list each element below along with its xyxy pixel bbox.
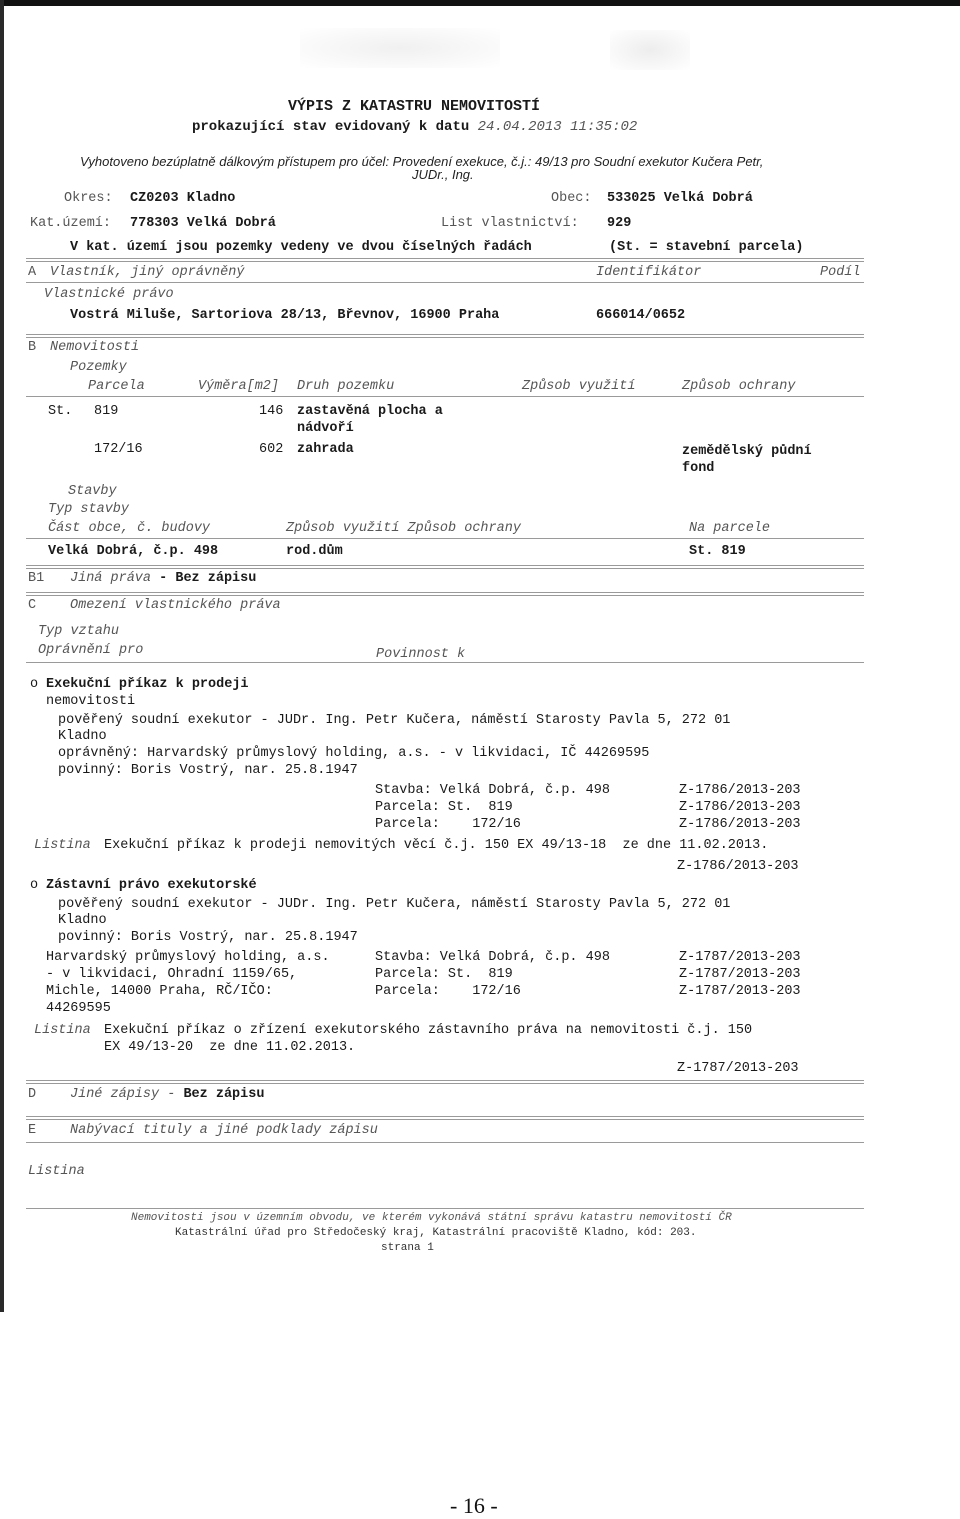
c1-listina-code: Z-1786/2013-203: [677, 859, 799, 874]
c2-left-3: Michle, 14000 Praha, RČ/IČO:: [46, 984, 273, 999]
col-vyuziti-ochrana: Způsob využití Způsob ochrany: [286, 521, 521, 536]
section-e-title: Nabývací tituly a jiné podklady zápisu: [70, 1123, 378, 1138]
c1-line-4: povinný: Boris Vostrý, nar. 25.8.1947: [58, 763, 358, 778]
section-e-letter: E: [28, 1123, 37, 1138]
footer-divider: [26, 1208, 864, 1209]
divider-c-header: [26, 662, 864, 663]
divider-c: [26, 592, 864, 596]
c2-listina-code: Z-1787/2013-203: [677, 1061, 799, 1076]
parcel-1-prefix: St.: [48, 404, 73, 419]
parcel-1-number: 819: [94, 404, 119, 419]
c2-listina-label: Listina: [34, 1023, 91, 1038]
col-na-parcele: Na parcele: [689, 521, 771, 536]
c2-listina-text: Exekuční příkaz o zřízení exekutorského zástavního práva na nemovitosti č.j. 150: [104, 1023, 753, 1038]
c1-listina-label: Listina: [34, 838, 91, 853]
subtitle-prefix: prokazující stav evidovaný k datu: [192, 119, 470, 135]
divider-b-header: [26, 396, 864, 397]
owner-identifier: 666014/0652: [596, 308, 686, 323]
c2-line-1: pověřený soudní exekutor - JUDr. Ing. Petr Kučera, náměstí Starosty Pavla 5, 272 01: [58, 897, 731, 912]
page-number: - 16 -: [450, 1493, 498, 1518]
parcel-2-druh: zahrada: [297, 442, 354, 457]
c2-ref-2-code: Z-1787/2013-203: [679, 967, 801, 982]
document-title: VÝPIS Z KATASTRU NEMOVITOSTÍ: [288, 98, 541, 115]
c1-ref-1-code: Z-1786/2013-203: [679, 783, 801, 798]
parcel-2-ochrana-2: fond: [682, 461, 715, 476]
section-b-title: Nemovitosti: [50, 340, 140, 355]
parcel-1-area: 146: [259, 404, 284, 419]
okres-label: Okres:: [64, 191, 113, 206]
section-a-letter: A: [28, 265, 37, 280]
divider-a: [26, 258, 864, 262]
c2-ref-3-obj: Parcela: 172/16: [375, 984, 521, 999]
section-a-subtitle: Vlastnické právo: [44, 287, 174, 302]
c1-bullet: o: [30, 677, 39, 692]
scan-top-border: [0, 0, 960, 6]
section-b-letter: B: [28, 340, 37, 355]
opravneni-pro-label: Oprávnění pro: [38, 643, 144, 658]
section-d-title: Jiné zápisy: [70, 1087, 160, 1102]
c1-title: Exekuční příkaz k prodeji: [46, 677, 249, 692]
povinnost-k-label: Povinnost k: [376, 647, 466, 662]
section-c-letter: C: [28, 598, 37, 613]
typ-vztahu-label: Typ vztahu: [38, 624, 120, 639]
section-d-letter: D: [28, 1087, 37, 1102]
section-a-title: Vlastník, jiný oprávněný: [50, 265, 245, 280]
c1-listina-text: Exekuční příkaz k prodeji nemovitých věcí č.j. 150 EX 49/13-18 ze dne 11.02.2013.: [104, 838, 769, 853]
building-use: rod.dům: [286, 544, 343, 559]
c2-left-4: 44269595: [46, 1001, 111, 1016]
lv-label: List vlastnictví:: [441, 216, 579, 231]
c1-ref-3-code: Z-1786/2013-203: [679, 817, 801, 832]
section-d-dash: -: [167, 1087, 176, 1102]
footer-page: strana 1: [381, 1242, 434, 1254]
section-b1-dash: -: [159, 571, 168, 586]
lv-value: 929: [607, 216, 632, 231]
parcel-2-area: 602: [259, 442, 284, 457]
section-c-title: Omezení vlastnického práva: [70, 598, 281, 613]
c2-line-3: povinný: Boris Vostrý, nar. 25.8.1947: [58, 930, 358, 945]
footer-line-1: Nemovitosti jsou v územním obvodu, ve kterém vykonává státní správu katastru nemovitostí ČR: [131, 1212, 732, 1224]
obec-value: 533025 Velká Dobrá: [607, 191, 753, 206]
divider-b: [26, 334, 864, 338]
divider-e: [26, 1116, 864, 1120]
c2-ref-1-code: Z-1787/2013-203: [679, 950, 801, 965]
c2-bullet: o: [30, 878, 39, 893]
section-d-line: [70, 1086, 264, 1103]
c1-ref-3-obj: Parcela: 172/16: [375, 817, 521, 832]
c2-ref-1-obj: Stavba: Velká Dobrá, č.p. 498: [375, 950, 610, 965]
c2-line-2: Kladno: [58, 913, 107, 928]
section-b1-value: Bez zápisu: [175, 571, 257, 586]
section-b1-title: Jiná práva: [70, 571, 152, 586]
col-vyuziti: Způsob využití: [522, 379, 636, 394]
col-vymera: Výměra[m2]: [198, 379, 280, 394]
c2-title: Zástavní právo exekutorské: [46, 878, 257, 893]
building-parcel: St. 819: [689, 544, 746, 559]
c1-line-3: oprávněný: Harvardský průmyslový holding, a.s. - v likvidaci, IČ 44269595: [58, 746, 650, 761]
purpose-line-2: JUDr., Ing.: [412, 167, 474, 182]
pozemky-label: Pozemky: [70, 360, 127, 375]
parcel-series-note: V kat. území jsou pozemky vedeny ve dvou číselných řadách: [70, 240, 532, 255]
podil-header: Podíl: [820, 265, 861, 280]
c1-line-2: Kladno: [58, 729, 107, 744]
scan-smudge-right: [610, 30, 690, 70]
subtitle-datetime: 24.04.2013 11:35:02: [477, 119, 638, 135]
divider-stavby-header: [26, 538, 864, 539]
c1-ref-1-obj: Stavba: Velká Dobrá, č.p. 498: [375, 783, 610, 798]
col-druh: Druh pozemku: [297, 379, 395, 394]
obec-label: Obec:: [551, 191, 592, 206]
owner-name: Vostrá Miluše, Sartoriova 28/13, Břevnov, 16900 Praha: [70, 308, 500, 323]
divider-e-sub: [26, 1142, 864, 1143]
divider-a-sub: [26, 282, 864, 283]
purpose-line-1: Vyhotoveno bezúplatně dálkovým přístupem pro účel: Provedení exekuce, č.j.: 49/13 pro Soudní exekutor Kučera Petr,: [80, 154, 764, 169]
parcel-2-number: 172/16: [94, 442, 143, 457]
section-b1-line: [70, 570, 256, 587]
c1-ref-2-code: Z-1786/2013-203: [679, 800, 801, 815]
katuzemi-value: 778303 Velká Dobrá: [130, 216, 276, 231]
col-parcela: Parcela: [88, 379, 145, 394]
col-ochrana: Způsob ochrany: [682, 379, 796, 394]
typ-stavby-label: Typ stavby: [48, 502, 130, 517]
parcel-series-legend: (St. = stavební parcela): [609, 240, 804, 255]
section-b1-letter: B1: [28, 571, 45, 586]
c2-listina-text-2: EX 49/13-20 ze dne 11.02.2013.: [104, 1040, 356, 1055]
stavby-label: Stavby: [68, 484, 117, 499]
c1-ref-2-obj: Parcela: St. 819: [375, 800, 513, 815]
okres-value: CZ0203 Kladno: [130, 191, 236, 206]
c2-left-2: - v likvidaci, Ohradní 1159/65,: [46, 967, 298, 982]
divider-b1: [26, 565, 864, 569]
section-e-listina: Listina: [28, 1164, 85, 1179]
parcel-2-ochrana: zemědělský půdní: [682, 444, 812, 459]
document-subtitle: [192, 119, 637, 136]
c1-line-1: pověřený soudní exekutor - JUDr. Ing. Petr Kučera, náměstí Starosty Pavla 5, 272 01: [58, 713, 731, 728]
parcel-1-druh: zastavěná plocha a: [297, 404, 443, 419]
scan-smudge: [300, 28, 500, 68]
footer-line-2: Katastrální úřad pro Středočeský kraj, Katastrální pracoviště Kladno, kód: 203.: [175, 1227, 697, 1239]
col-cast-obce: Část obce, č. budovy: [48, 521, 211, 536]
section-d-value: Bez zápisu: [183, 1087, 265, 1102]
parcel-1-druh-2: nádvoří: [297, 421, 354, 436]
divider-d: [26, 1080, 864, 1084]
scan-left-border: [0, 0, 4, 1312]
identifikator-header: Identifikátor: [596, 265, 702, 280]
katuzemi-label: Kat.území:: [30, 216, 112, 231]
building-location: Velká Dobrá, č.p. 498: [48, 544, 219, 559]
c1-title-2: nemovitosti: [46, 694, 136, 709]
c2-ref-2-obj: Parcela: St. 819: [375, 967, 513, 982]
c2-left-1: Harvardský průmyslový holding, a.s.: [46, 950, 330, 965]
c2-ref-3-code: Z-1787/2013-203: [679, 984, 801, 999]
